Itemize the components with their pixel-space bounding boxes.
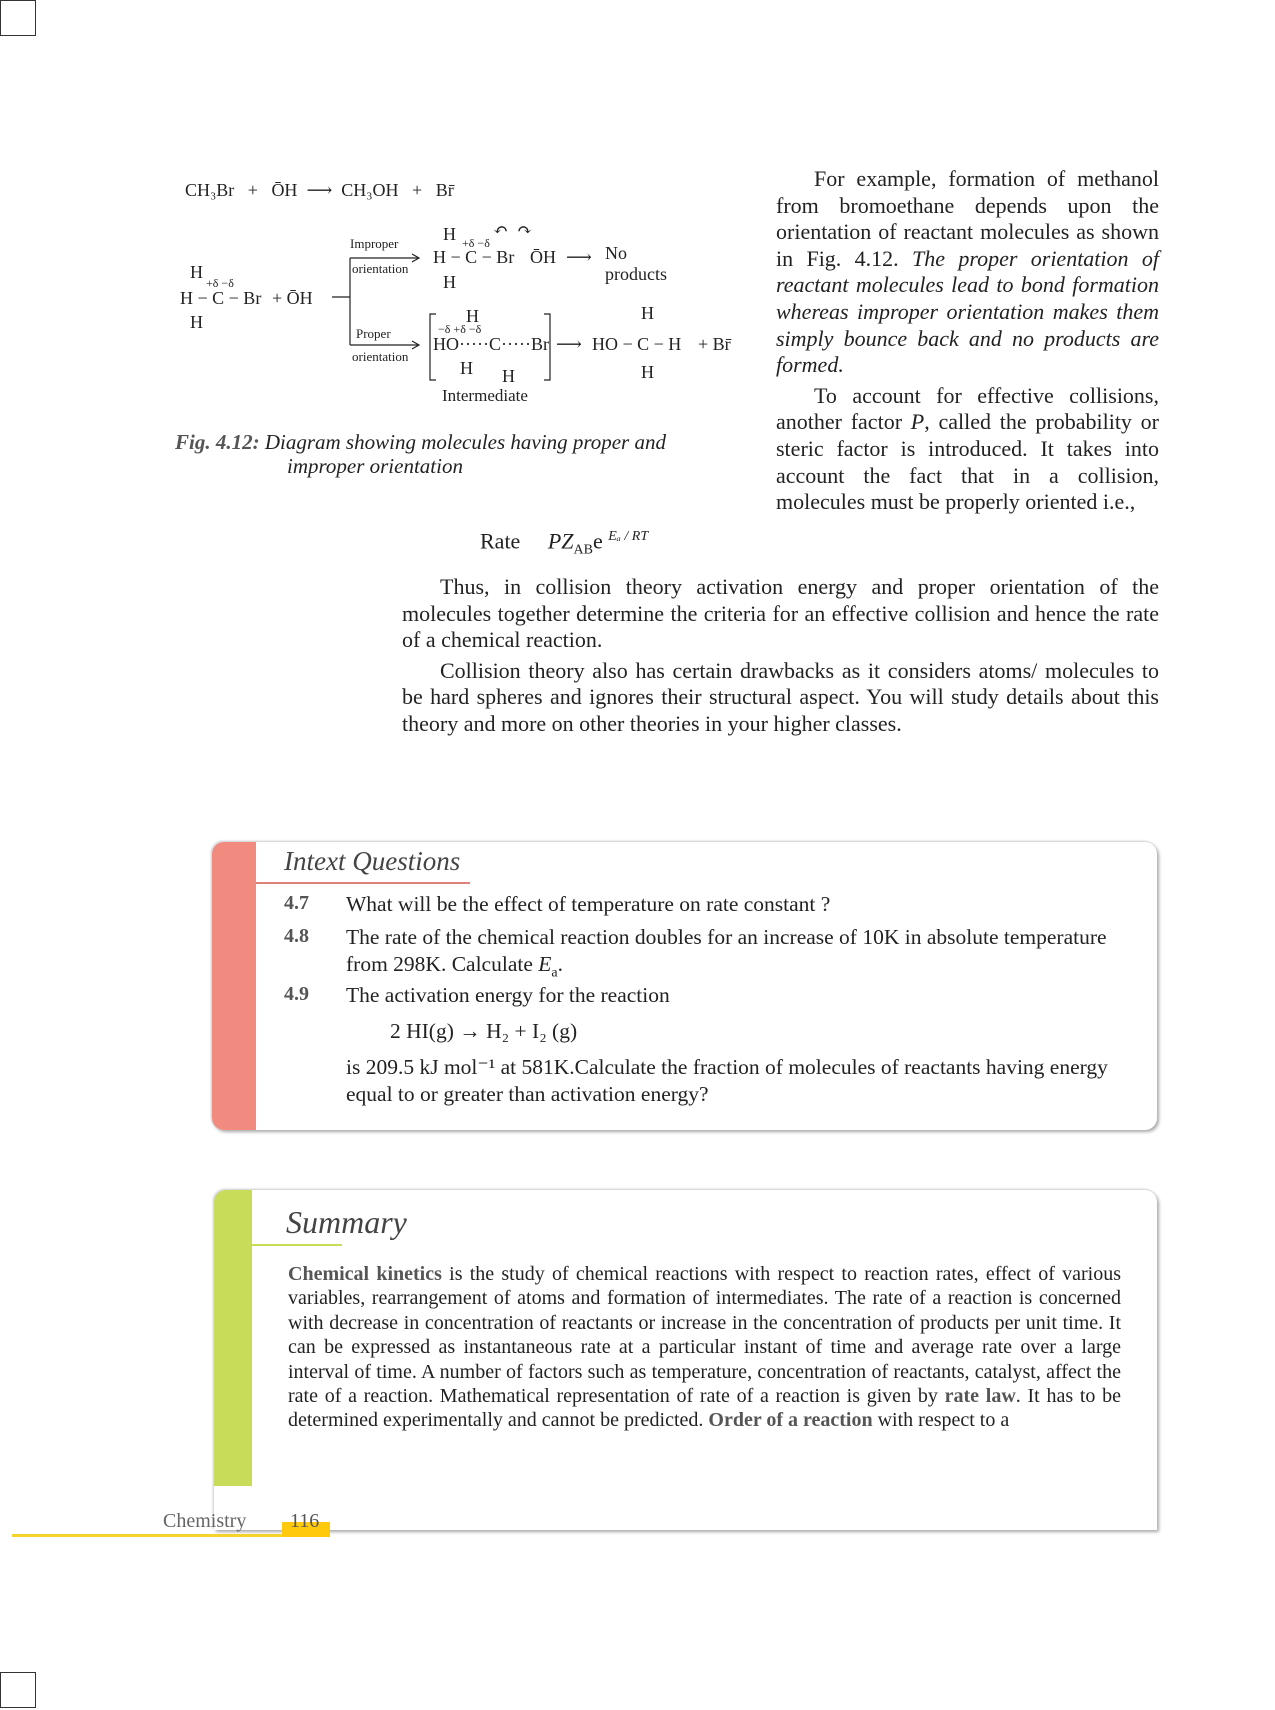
question-text: The activation energy for the reaction [346, 983, 670, 1007]
text: E [538, 951, 552, 976]
improper-label: orientation [352, 261, 409, 276]
atom-h: H [502, 366, 515, 386]
text: a [551, 964, 558, 980]
title-underline [256, 882, 470, 884]
text: For example, formation of methanol from bromoethane depends upon the orientation of reactant molecules as shown in Fig. 4.12. [776, 166, 1159, 271]
arrow-icon: ⟶ [566, 247, 592, 267]
text: The proper orientation of reactant molecules lead to bond formation whereas improper orientation makes them simply bounce back and no products are formed. [776, 245, 1159, 378]
no-products-label: products [605, 264, 667, 284]
rate-equation [480, 524, 1159, 564]
intermediate-chain: HO·····C·····Br [433, 334, 549, 354]
text: . [557, 951, 563, 976]
text: . It has to be determined experimentally and cannot be predicted. [288, 1385, 1121, 1432]
body-text [402, 166, 1159, 738]
text: , called the probability or steric factor is introduced. It takes into account the fact that in a collision, molecules must be properly oriented i.e., [776, 409, 1160, 515]
product-methanol: HO − C − H [592, 334, 682, 354]
proper-label: orientation [352, 349, 409, 364]
no-products-label: No [605, 243, 627, 263]
molecule-chain: H − C − Br [180, 288, 262, 308]
text: with respect to a [872, 1409, 1010, 1432]
question-number: 4.8 [284, 925, 309, 947]
reaction-arrow: ⟶ [306, 180, 333, 200]
plus-sign: + [247, 180, 258, 200]
text: To account for effective collisions, another factor [776, 382, 1159, 435]
partial-charges: +δ −δ [462, 236, 490, 250]
rate-exp-base: e [592, 528, 603, 554]
question-equation: 2 HI(g) → H₂ + I₂ (g) [390, 1019, 578, 1043]
footer-subject: Chemistry [163, 1510, 247, 1532]
reactant-ch3br: CH₃Br [185, 180, 235, 200]
bounce-arrow-icon: ↶ ↷ [493, 220, 533, 240]
atom-h: H [641, 362, 654, 382]
atom-h: H [466, 306, 479, 326]
caption-label: Fig. 4.12: [175, 430, 260, 454]
summary-title: Summary [286, 1204, 407, 1240]
hydroxide-reactant: + ŌH [272, 288, 313, 308]
term: Order of a reaction [708, 1409, 873, 1432]
summary-text [288, 1262, 1121, 1433]
caption-text: Diagram showing molecules having proper and [264, 430, 666, 454]
product-bromide: + Br̄ [698, 334, 731, 354]
molecule-chain: H − C − Br [433, 247, 515, 267]
atom-h: H [190, 262, 203, 282]
partial-charges: −δ +δ −δ [438, 322, 482, 336]
partial-charges: +δ −δ [206, 276, 234, 290]
paragraph-drawbacks: Collision theory also has certain drawbacks as it considers atoms/ molecules to be hard spheres and ignores their structural aspect. You will study details about this theory and more on other theories in your higher classes. [402, 657, 1159, 736]
intext-questions-box [212, 842, 1157, 1130]
question-text: is 209.5 kJ mol⁻¹ at 581K.Calculate the fraction of molecules of reactants having energy equal to or greater than activation energy? [346, 1055, 1108, 1106]
atom-h: H [443, 272, 456, 292]
text: is the study of chemical reactions with respect to reaction rates, effect of various variables, rearrangement of atoms and formation of intermediates. The rate of a reaction is concerned with decrease in concentration of reactants or increase in the concentration of products per unit time. It can be expressed as instantaneous rate at a particular instant of time and average rate over a large interval of time. A number of factors such as temperature, concentration of reactants, catalyst, affect the rate of a reaction. Mathematical representation of rate of a reaction is given by [288, 1263, 1121, 1408]
proper-label: Proper [356, 326, 391, 341]
crop-mark-bottom-left [0, 1672, 36, 1708]
hydroxide: ŌH [530, 247, 556, 267]
caption-text: improper orientation [287, 454, 463, 478]
page-number: 116 [290, 1510, 320, 1532]
crop-mark-top-left [0, 0, 36, 36]
improper-label: Improper [350, 236, 399, 251]
atom-h: H [190, 312, 203, 332]
text: The rate of the chemical reaction doubles for an increase of 10K in absolute temperature from 298K. Calculate [346, 925, 1107, 976]
product-br: Br̄ [435, 180, 454, 200]
accent-bar [212, 842, 256, 1130]
rate-subscript: AB [573, 542, 593, 558]
intext-title: Intext Questions [284, 846, 461, 876]
atom-h: H [443, 224, 456, 244]
text: P [910, 409, 925, 435]
question-number: 4.9 [284, 983, 309, 1005]
rate-label: Rate [480, 528, 521, 554]
question-text: What will be the effect of temperature on rate constant ? [346, 892, 831, 916]
product-ch3oh: CH₃OH [341, 180, 399, 200]
arrow-icon: ⟶ [556, 334, 582, 354]
rate-exponent: Eₐ / RT [608, 528, 649, 544]
equation-methanol: CH₃Br + ŌH ⟶ CH₃OH + Br̄ [185, 180, 454, 200]
question-number: 4.7 [284, 892, 309, 914]
reactant-oh: ŌH [271, 180, 298, 200]
question-text [346, 924, 1119, 986]
term: rate law [944, 1385, 1016, 1408]
atom-h: H [641, 303, 654, 323]
rate-formula: PZ [547, 528, 574, 554]
intermediate-label: Intermediate [442, 386, 528, 405]
accent-bar [214, 1190, 252, 1486]
paragraph-collision-theory: Thus, in collision theory activation energy and proper orientation of the molecules together determine the criteria for an effective collision and hence the rate of a chemical reaction. [402, 574, 1159, 653]
atom-h: H [460, 358, 473, 378]
term: Chemical kinetics [288, 1263, 442, 1285]
summary-box [214, 1190, 1157, 1530]
title-underline [252, 1244, 342, 1246]
